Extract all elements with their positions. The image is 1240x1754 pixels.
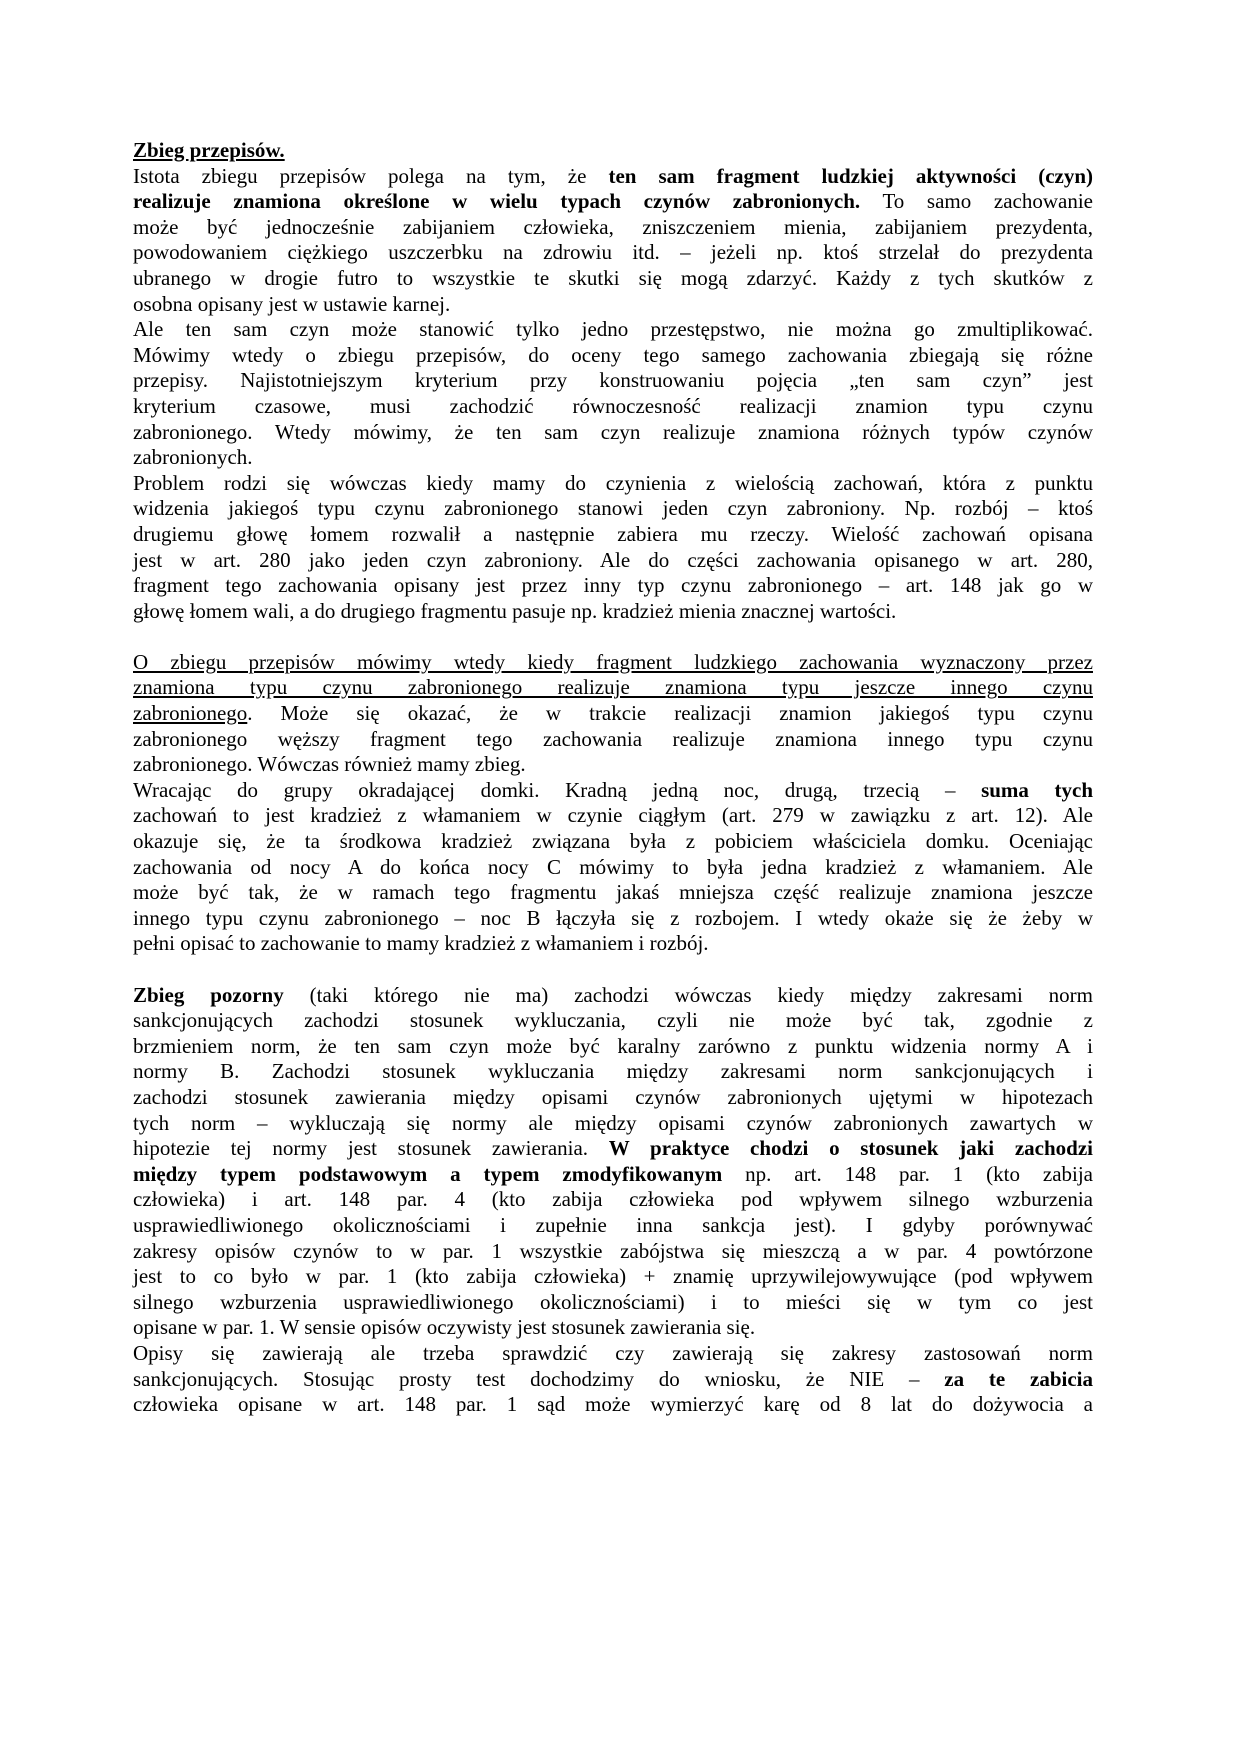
text-line xyxy=(133,1008,1093,1034)
text-line xyxy=(133,573,1093,599)
text-line xyxy=(133,983,1093,1009)
text-line xyxy=(133,778,1093,804)
text-run: zabronionego. Wtedy mówimy, że ten sam czyn realizuje znamiona różnych typów czynów xyxy=(133,419,1093,444)
text-line xyxy=(133,1239,1093,1265)
text-run: zakresy opisów czynów to w par. 1 wszystkie zabójstwa się mieszczą a w par. 4 powtórzone xyxy=(133,1238,1093,1263)
text-run: zabronionego. Wówczas również mamy zbieg. xyxy=(133,752,526,777)
text-line xyxy=(133,1059,1093,1085)
text-run: może być jednocześnie zabijaniem człowieka, zniszczeniem mienia, zabijaniem prezydenta, xyxy=(133,214,1093,239)
text-line xyxy=(133,650,1093,676)
text-line xyxy=(133,829,1093,855)
text-line xyxy=(133,880,1093,906)
text-line xyxy=(133,1187,1093,1213)
text-run: przepisy. Najistotniejszym kryterium przy konstruowaniu pojęcia „ten sam czyn” jest xyxy=(133,368,1093,393)
underlined-text: zabronionego xyxy=(133,701,248,726)
text-line xyxy=(133,189,1093,215)
text-run: powodowaniem ciężkiego uszczerbku na zdrowiu itd. – jeżeli np. ktoś strzelał do prezydenta xyxy=(133,240,1093,265)
bold-text: między typem podstawowym a typem zmodyfikowanym xyxy=(133,1161,723,1186)
text-run: tych norm – wykluczają się normy ale między opisami czynów zabronionych zawartych w xyxy=(133,1110,1093,1135)
text-run: . Może się okazać, że w trakcie realizacji znamion jakiegoś typu czynu xyxy=(247,701,1093,726)
text-run: jest w art. 280 jako jeden czyn zabroniony. Ale do części zachowania opisanego w art. 280, xyxy=(133,547,1093,572)
text-line xyxy=(133,1341,1093,1367)
text-line xyxy=(133,727,1093,753)
text-run: Wracając do grupy okradającej domki. Kradną jedną noc, drugą, trzecią – xyxy=(133,777,982,802)
paragraph-spacer xyxy=(133,957,1093,983)
text-line xyxy=(133,752,1093,778)
text-line xyxy=(133,675,1093,701)
text-line xyxy=(133,368,1093,394)
text-line xyxy=(133,855,1093,881)
text-run: fragment tego zachowania opisany jest przez inny typ czynu zabronionego – art. 148 jak go w xyxy=(133,573,1093,598)
text-line xyxy=(133,1136,1093,1162)
text-line xyxy=(133,317,1093,343)
text-line xyxy=(133,1290,1093,1316)
text-line xyxy=(133,701,1093,727)
text-run: zachowania od nocy A do końca nocy C mówimy to była jedna kradzież z włamaniem. Ale xyxy=(133,854,1093,879)
bold-text: W praktyce chodzi o stosunek jaki zachodzi xyxy=(608,1136,1093,1161)
text-run: jest to co było w par. 1 (kto zabija człowieka) + znamię uprzywilejowywujące (pod wpływem xyxy=(133,1264,1093,1289)
text-line xyxy=(133,445,1093,471)
text-line xyxy=(133,803,1093,829)
text-line xyxy=(133,1315,1093,1341)
text-run: opisane w par. 1. W sensie opisów oczywisty jest stosunek zawierania się. xyxy=(133,1315,756,1340)
text-line xyxy=(133,215,1093,241)
bold-text: realizuje znamiona określone w wielu typach czynów zabronionych. xyxy=(133,189,861,214)
text-line xyxy=(133,548,1093,574)
text-run: człowieka) i art. 148 par. 4 (kto zabija człowieka pod wpływem silnego wzburzenia xyxy=(133,1187,1093,1212)
text-run: zabronionego węższy fragment tego zachowania realizuje znamiona innego typu czynu xyxy=(133,726,1093,751)
text-run: Ale ten sam czyn może stanowić tylko jedno przestępstwo, nie można go zmultiplikować. xyxy=(133,317,1093,342)
text-line xyxy=(133,292,1093,318)
bold-text: za te zabicia xyxy=(944,1366,1094,1391)
text-run: Opisy się zawierają ale trzeba sprawdzić czy zawierają się zakresy zastosowań norm xyxy=(133,1340,1093,1365)
text-run: widzenia jakiegoś typu czynu zabronionego stanowi jeden czyn zabroniony. Np. rozbój – ktoś xyxy=(133,496,1093,521)
text-line xyxy=(133,1367,1093,1393)
text-run: np. art. 148 par. 1 (kto zabija xyxy=(722,1161,1094,1186)
text-line xyxy=(133,599,1093,625)
text-run: ubranego w drogie futro to wszystkie te skutki się mogą zdarzyć. Każdy z tych skutków z xyxy=(133,265,1093,290)
text-run: pełni opisać to zachowanie to mamy kradzież z włamaniem i rozbój. xyxy=(133,931,709,956)
text-run: sankcjonujących. Stosując prosty test dochodzimy do wniosku, że NIE – xyxy=(133,1366,945,1391)
text-run: usprawiedliwionego okolicznościami i zupełnie inna sankcja jest). I gdyby porównywać xyxy=(133,1212,1093,1237)
text-line xyxy=(133,496,1093,522)
text-line xyxy=(133,394,1093,420)
text-line xyxy=(133,931,1093,957)
paragraph xyxy=(133,650,1093,778)
text-run: zachowań to jest kradzież z włamaniem w czynie ciągłym (art. 279 w zawiązku z art. 12). Ale xyxy=(133,803,1093,828)
text-run: człowieka opisane w art. 148 par. 1 sąd może wymierzyć karę od 8 lat do dożywocia a xyxy=(133,1392,1093,1417)
text-run: może być tak, że w ramach tego fragmentu jakaś mniejsza część realizuje znamiona jeszcze xyxy=(133,880,1093,905)
underlined-text: znamiona typu czynu zabronionego realizuje znamiona typu jeszcze innego czynu xyxy=(133,675,1093,700)
text-run: zachodzi stosunek zawierania między opisami czynów zabronionych ujętymi w hipotezach xyxy=(133,1084,1093,1109)
bold-text: suma tych xyxy=(981,777,1094,802)
paragraph xyxy=(133,1341,1093,1418)
document-body xyxy=(133,164,1093,1418)
underlined-text: O zbiegu przepisów mówimy wtedy kiedy fragment ludzkiego zachowania wyznaczony przez xyxy=(133,649,1093,674)
text-line xyxy=(133,906,1093,932)
paragraph xyxy=(133,471,1093,625)
text-line xyxy=(133,471,1093,497)
text-line xyxy=(133,1264,1093,1290)
text-line xyxy=(133,1111,1093,1137)
text-run: okazuje się, że ta środkowa kradzież związana była z pobiciem właściciela domku. Oceniając xyxy=(133,829,1093,854)
text-line xyxy=(133,1213,1093,1239)
text-run: Mówimy wtedy o zbiegu przepisów, do oceny tego samego zachowania zbiegają się różne xyxy=(133,342,1093,367)
paragraph xyxy=(133,164,1093,318)
text-run: kryterium czasowe, musi zachodzić równoczesność realizacji znamion typu czynu xyxy=(133,393,1093,418)
text-line xyxy=(133,1392,1093,1418)
text-line xyxy=(133,266,1093,292)
text-run: silnego wzburzenia usprawiedliwionego okolicznościami) i to mieści się w tym co jest xyxy=(133,1289,1093,1314)
text-run: zabronionych. xyxy=(133,445,253,470)
text-run: innego typu czynu zabronionego – noc B łączyła się z rozbojem. I wtedy okaże się że żeby w xyxy=(133,905,1093,930)
text-run: brzmieniem norm, że ten sam czyn może być karalny zarówno z punktu widzenia normy A i xyxy=(133,1033,1093,1058)
text-run: Problem rodzi się wówczas kiedy mamy do czynienia z wielością zachowań, która z punktu xyxy=(133,470,1093,495)
paragraph xyxy=(133,778,1093,957)
text-line xyxy=(133,343,1093,369)
text-run: hipotezie tej normy jest stosunek zawierania. xyxy=(133,1136,609,1161)
text-run: normy B. Zachodzi stosunek wykluczania między zakresami norm sankcjonujących i xyxy=(133,1059,1093,1084)
text-run: osobna opisany jest w ustawie karnej. xyxy=(133,291,451,316)
paragraph xyxy=(133,983,1093,1341)
text-run: Istota zbiegu przepisów polega na tym, że xyxy=(133,163,609,188)
paragraph-spacer xyxy=(133,624,1093,650)
text-run: drugiemu głowę łomem rozwalił a następnie zabiera mu rzeczy. Wielość zachowań opisana xyxy=(133,521,1093,546)
document-page xyxy=(133,138,1093,1418)
bold-text: ten sam fragment ludzkiej aktywności (czyn) xyxy=(608,163,1094,188)
text-line xyxy=(133,164,1093,190)
text-run: sankcjonujących zachodzi stosunek wykluczania, czyli nie może być tak, zgodnie z xyxy=(133,1008,1093,1033)
text-line xyxy=(133,1034,1093,1060)
text-run: głowę łomem wali, a do drugiego fragmentu pasuje np. kradzież mienia znacznej wartości. xyxy=(133,598,897,623)
text-line xyxy=(133,240,1093,266)
text-run: To samo zachowanie xyxy=(860,189,1093,214)
text-line xyxy=(133,1085,1093,1111)
document-title: Zbieg przepisów. xyxy=(133,138,285,162)
text-line xyxy=(133,1162,1093,1188)
text-line xyxy=(133,522,1093,548)
bold-text: Zbieg pozorny xyxy=(133,982,284,1007)
paragraph xyxy=(133,317,1093,471)
text-line xyxy=(133,420,1093,446)
text-run: (taki którego nie ma) zachodzi wówczas kiedy między zakresami norm xyxy=(283,982,1093,1007)
